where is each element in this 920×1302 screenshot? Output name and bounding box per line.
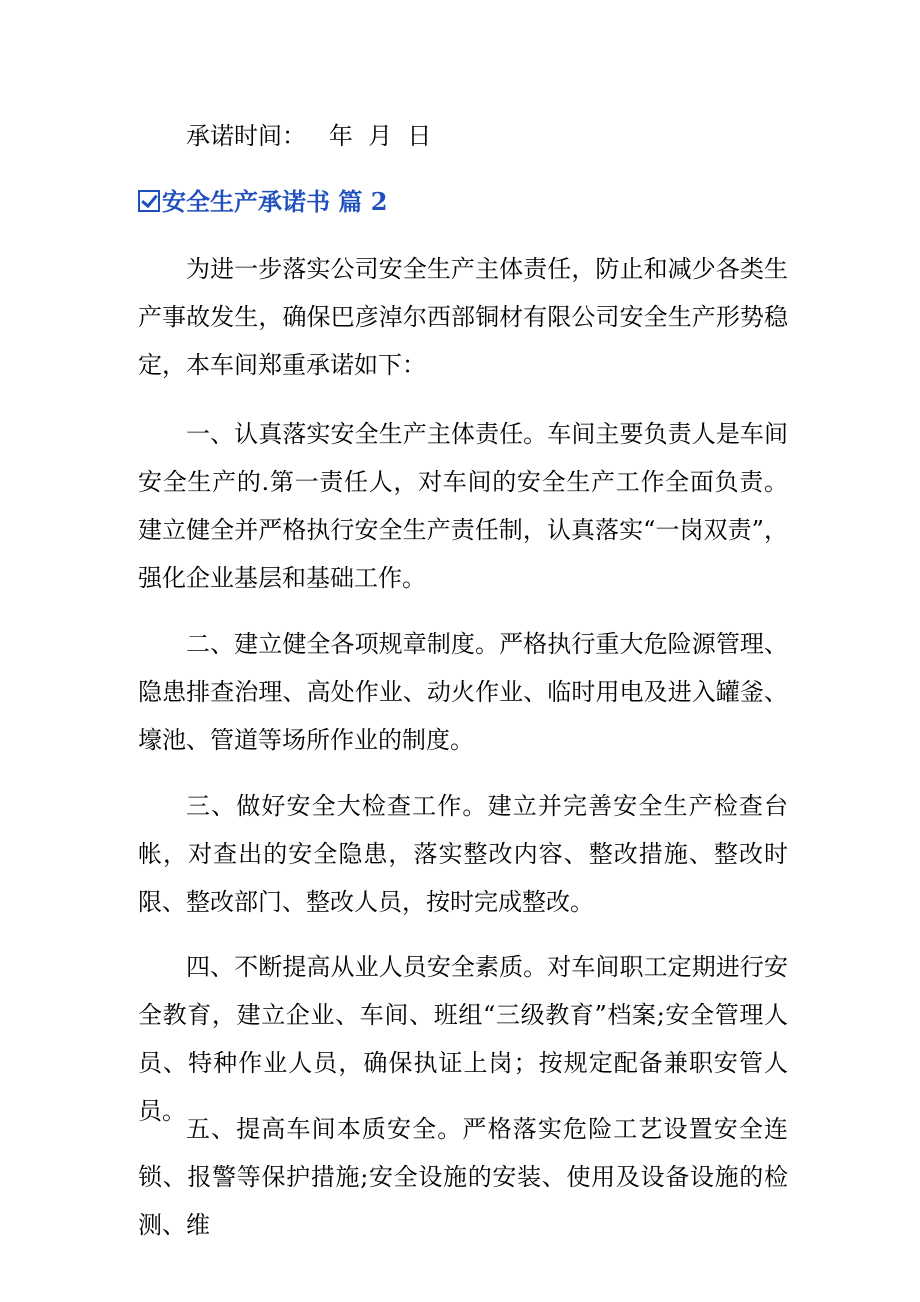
clause-5-paragraph: 五、提高车间本质安全。严格落实危险工艺设置安全连锁、报警等保护措施;安全设施的安装、使用及设备设施的检测、维	[138, 1115, 788, 1239]
promise-time-line: 承诺时间： 年 月 日	[186, 122, 432, 150]
clause-4-paragraph: 四、不断提高从业人员安全素质。对车间职工定期进行安全教育，建立企业、车间、班组“三级教育”档案;安全管理人员、特种作业人员，确保执证上岗；按规定配备兼职安管人员。	[138, 953, 788, 1125]
section-heading	[138, 184, 387, 220]
heading-part: 篇 2	[338, 187, 388, 216]
checkbox-checked-icon	[138, 190, 160, 212]
clause-3-paragraph: 三、做好安全大检查工作。建立并完善安全生产检查台帐，对查出的安全隐患，落实整改内容、整改措施、整改时限、整改部门、整改人员，按时完成整改。	[138, 792, 788, 916]
clause-1-paragraph: 一、认真落实安全生产主体责任。车间主要负责人是车间安全生产的.第一责任人，对车间的安全生产工作全面负责。建立健全并严格执行安全生产责任制，认真落实“一岗双责”，强化企业基层和基础工作。	[138, 420, 788, 592]
intro-paragraph: 为进一步落实公司安全生产主体责任，防止和减少各类生产事故发生，确保巴彦淖尔西部铜材有限公司安全生产形势稳定，本车间郑重承诺如下：	[138, 255, 788, 379]
heading-title: 安全生产承诺书	[162, 187, 330, 216]
clause-2-paragraph: 二、建立健全各项规章制度。严格执行重大危险源管理、隐患排查治理、高处作业、动火作业、临时用电及进入罐釜、壕池、管道等场所作业的制度。	[138, 630, 788, 754]
